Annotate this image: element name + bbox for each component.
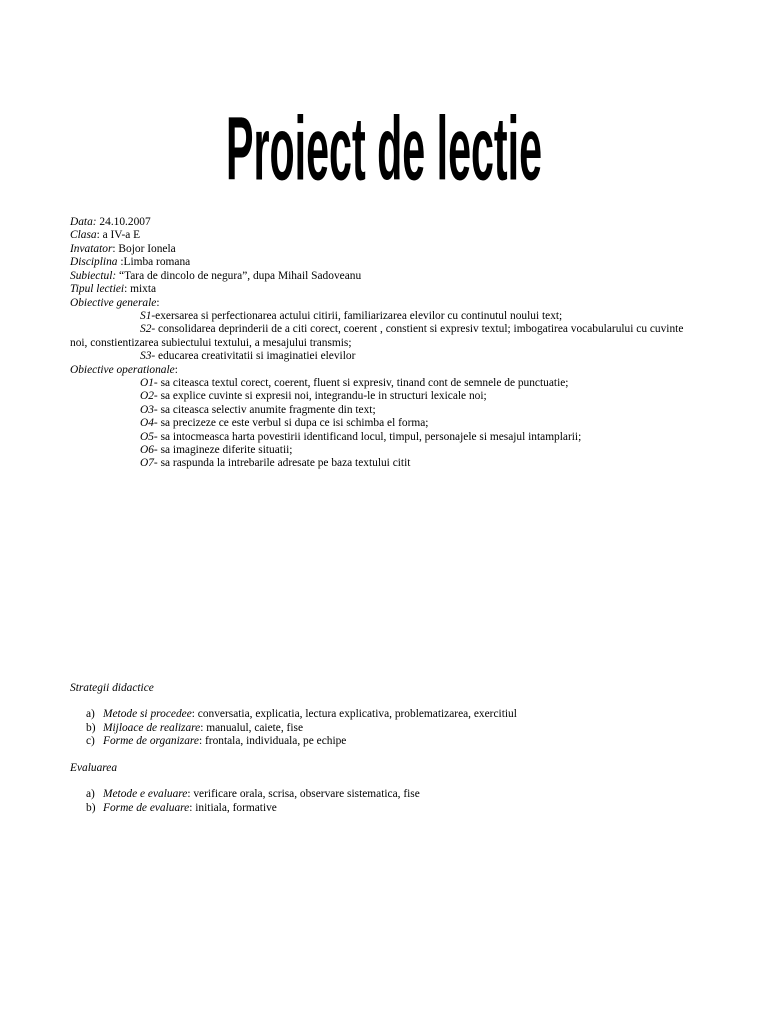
item-label: Forme de organizare	[103, 735, 199, 747]
objective-code: O7	[140, 457, 154, 469]
objective-code: O6	[140, 444, 154, 456]
operational-objectives-label: Obiective operationale	[70, 364, 175, 376]
objective-text: - sa citeasca selectiv anumite fragmente din text;	[153, 404, 376, 416]
list-marker: c)	[86, 735, 95, 747]
teacher-label: Invatator	[70, 243, 113, 255]
objective-code: O2	[140, 390, 154, 402]
objective-text: -exersarea si perfectionarea actului citirii, familiarizarea elevilor cu continutul noului text;	[151, 310, 563, 322]
objective-o1	[140, 377, 568, 390]
objective-text: - sa precizeze ce este verbul si dupa ce isi schimba el forma;	[153, 417, 429, 429]
list-marker: b)	[86, 802, 96, 814]
evaluation-item-b	[86, 802, 277, 814]
class-label: Clasa	[70, 229, 97, 241]
item-label: Forme de evaluare	[103, 802, 190, 814]
strategies-heading: Strategii didactice	[70, 682, 154, 694]
item-text: : verificare orala, scrisa, observare sistematica, fise	[187, 788, 420, 800]
objective-o7	[140, 457, 410, 470]
objective-text: - sa imagineze diferite situatii;	[153, 444, 293, 456]
general-objectives-heading	[70, 297, 160, 310]
objective-s3	[140, 350, 355, 363]
strategy-item-c	[86, 735, 346, 747]
objective-o3	[140, 404, 376, 417]
date-line	[70, 216, 151, 229]
strategy-item-a	[86, 708, 517, 720]
objective-text: - sa explice cuvinte si expresii noi, integrandu-le in structuri lexicale noi;	[153, 390, 487, 402]
objective-text: - educarea creativitatii si imaginatiei elevilor	[151, 350, 356, 362]
objective-o4	[140, 417, 428, 430]
discipline-value: :Limba romana	[117, 256, 191, 268]
title-art	[0, 82, 768, 182]
objective-code: O4	[140, 417, 154, 429]
item-label: Metode e evaluare	[103, 788, 188, 800]
lesson-type-value: : mixta	[124, 283, 157, 295]
date-value: 24.10.2007	[96, 216, 151, 228]
objective-o6	[140, 444, 292, 457]
objective-s1	[140, 310, 562, 323]
objective-code: O3	[140, 404, 154, 416]
objective-s2	[140, 323, 683, 336]
document-title	[0, 82, 768, 182]
class-value: : a IV-a E	[96, 229, 141, 241]
discipline-label: Disciplina	[70, 256, 118, 268]
list-marker: b)	[86, 722, 96, 734]
list-marker: a)	[86, 708, 95, 720]
objective-o2	[140, 390, 487, 403]
lesson-type-line	[70, 283, 156, 296]
evaluation-item-a	[86, 788, 420, 800]
list-marker: a)	[86, 788, 95, 800]
objective-code: S1	[140, 310, 152, 322]
teacher-value: : Bojor Ionela	[112, 243, 176, 255]
item-label: Metode si procedee	[103, 708, 192, 720]
title-text: Proiect de lectie	[225, 99, 542, 182]
discipline-line	[70, 256, 190, 269]
objective-s2-continuation: noi, constientizarea subiectului textului, a mesajului transmis;	[70, 337, 352, 349]
objective-code: S3	[140, 350, 152, 362]
operational-objectives-heading	[70, 364, 178, 377]
objective-text: - sa citeasca textul corect, coerent, fluent si expresiv, tinand cont de semnele de punctuatie;	[153, 377, 569, 389]
strategy-item-b	[86, 722, 303, 734]
lesson-type-label: Tipul lectiei	[70, 283, 125, 295]
evaluation-heading: Evaluarea	[70, 762, 118, 774]
item-label: Mijloace de realizare	[103, 722, 201, 734]
item-text: : frontala, individuala, pe echipe	[198, 735, 347, 747]
item-text: : conversatia, explicatia, lectura explicativa, problematizarea, exercitiul	[191, 708, 517, 720]
item-text: : initiala, formative	[189, 802, 277, 814]
objective-code: O1	[140, 377, 154, 389]
objective-text: - sa intocmeasca harta povestirii identificand locul, timpul, personajele si mesajul intamplarii;	[153, 431, 582, 443]
subject-line	[70, 270, 361, 283]
teacher-line	[70, 243, 176, 256]
operational-objectives-colon: :	[174, 364, 178, 376]
date-label: Data:	[70, 216, 97, 228]
objective-o5	[140, 431, 581, 444]
objective-text: - sa raspunda la intrebarile adresate pe baza textului citit	[153, 457, 411, 469]
subject-label: Subiectul:	[70, 270, 117, 282]
item-text: : manualul, caiete, fise	[200, 722, 304, 734]
subject-value: “Tara de dincolo de negura”, dupa Mihail Sadoveanu	[116, 270, 362, 282]
objective-text: - consolidarea deprinderii de a citi corect, coerent , constient si expresiv textul; imbogatirea vocabularului cu cuvinte	[151, 323, 684, 335]
general-objectives-colon: :	[156, 297, 160, 309]
class-line	[70, 229, 140, 242]
objective-code: O5	[140, 431, 154, 443]
objective-code: S2	[140, 323, 152, 335]
general-objectives-label: Obiective generale	[70, 297, 157, 309]
